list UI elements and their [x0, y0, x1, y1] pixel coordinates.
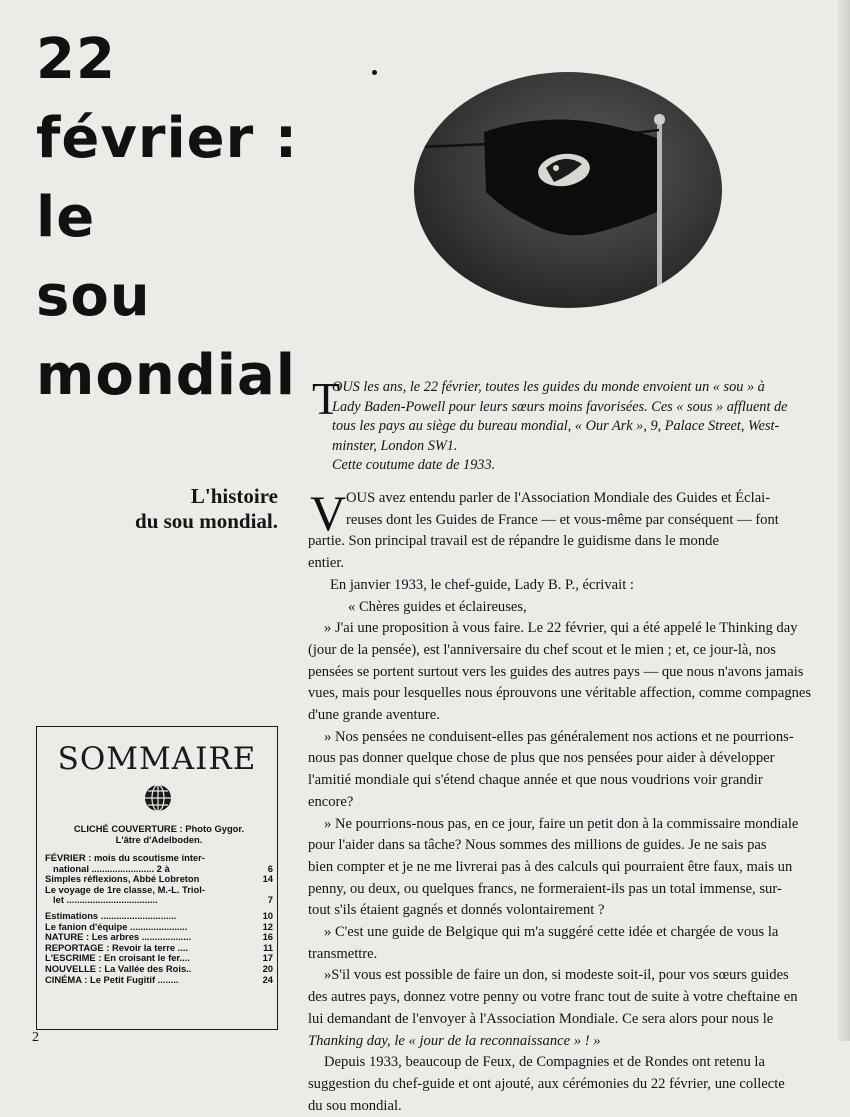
item-text: CINÉMA : Le Petit Fugitif ........ [45, 973, 179, 985]
cover-credit-line: L'âtre d'Adelboden. [115, 834, 203, 845]
body-line: « Chères guides et éclaireuses, [348, 598, 527, 615]
item-page: 7 [267, 894, 273, 906]
article-body [308, 485, 830, 1117]
page-number: 2 [32, 1030, 39, 1045]
body-line: tout s'ils étaient gagnés et donnés volontairement ? [308, 902, 605, 919]
body-line: bien compter et je ne me livrerai pas à des calculs qui pourraient être faux, mais un [308, 858, 793, 875]
item-text: Le voyage de 1re classe, M.-L. Triol- [45, 883, 205, 895]
body-line: des autres pays, donnez votre penny ou votre franc tout de suite à votre cheftaine en [308, 989, 798, 1006]
item-page: 12 [262, 920, 273, 932]
body-line: du sou mondial. [308, 1097, 402, 1114]
list-item [45, 853, 273, 864]
body-dropcap: V [310, 485, 347, 541]
body-line: Depuis 1933, beaucoup de Feux, de Compagnies et de Rondes ont retenu la [324, 1054, 765, 1071]
body-line: vues, mais pour lesquelles nous éprouvons une véritable affection, comme compagnes [308, 685, 812, 702]
flag-photo [414, 72, 722, 308]
item-page: 20 [262, 962, 273, 974]
body-line: OUS avez entendu parler de l'Association Mondiale des Guides et Éclai- [346, 490, 771, 506]
body-line: » Ne pourrions-nous pas, en ce jour, faire un petit don à la commissaire mondiale [324, 815, 799, 832]
item-text: national ........................ 2 à [53, 862, 170, 874]
item-text: NOUVELLE : La Vallée des Rois.. [45, 962, 192, 974]
item-page: 24 [262, 973, 273, 985]
sommaire-list [45, 823, 273, 985]
list-item [45, 895, 273, 906]
body-line: partie. Son principal travail est de répandre le guidisme dans le monde [308, 533, 719, 550]
cover-credit-line: CLICHÉ COUVERTURE : Photo Gygor. [73, 823, 245, 834]
item-text: FÉVRIER : mois du scoutisme inter- [45, 852, 205, 863]
title-line: mondial [36, 343, 296, 408]
body-line: »S'il vous est possible de faire un don, si modeste soit-il, pour vos sœurs guides [324, 967, 789, 984]
sommaire-title: SOMMAIRE [57, 741, 257, 777]
body-line: suggestion du chef-guide et ont ajouté, aux cérémonies du 22 février, une collecte [308, 1075, 785, 1092]
title-line: sou [36, 264, 151, 329]
body-line: lui demandant de l'envoyer à l'Association Mondiale. Ce sera alors pour nous le [308, 1010, 774, 1027]
body-line: (jour de la pensée), est l'anniversaire du chef scout et le mien ; et, ce jour-là, nos [308, 641, 776, 658]
intro-line: Cette coutume date de 1933. [332, 457, 496, 473]
item-page: 10 [262, 909, 273, 921]
intro-line: tous les pays au siège du bureau mondial, « Our Ark », 9, Palace Street, West- [332, 418, 780, 434]
item-text: L'ESCRIME : En croisant le fer.... [45, 952, 190, 964]
subtitle-line: du sou mondial. [135, 509, 278, 533]
item-page: 17 [262, 952, 273, 964]
body-line: reuses dont les Guides de France — et vous-même par conséquent — font [346, 511, 779, 528]
list-item [45, 975, 273, 986]
body-line: pour l'aider dans sa tâche? Nous sommes des millions de guides. Je ne sais pas [308, 837, 767, 854]
list-item [45, 964, 273, 975]
item-text: let ................................... [53, 894, 158, 906]
intro-dropcap: T [312, 373, 341, 424]
item-page: 16 [262, 931, 273, 943]
body-line: nous pas donner quelque chose de plus que nos pensées pour aider à développer [308, 750, 775, 767]
item-page: 14 [262, 873, 273, 885]
body-line: » J'ai une proposition à vous faire. Le 22 février, qui a été appelé le Thinking day [324, 620, 798, 637]
body-line: Thanking day, le « jour de la reconnaissance » ! » [308, 1032, 601, 1049]
intro-line: minster, London SW1. [332, 437, 458, 454]
title-line: février : [36, 106, 299, 171]
body-line: entier. [308, 555, 345, 572]
body-line: » Nos pensées ne conduisent-elles pas généralement nos actions et ne pourrions- [324, 728, 794, 745]
body-line: transmettre. [308, 945, 378, 962]
title-line: le [36, 185, 96, 250]
item-page: 6 [267, 862, 273, 874]
item-text: REPORTAGE : Revoir la terre .... [45, 941, 189, 953]
body-line: d'une grande aventure. [308, 707, 440, 724]
page-edge [838, 0, 850, 1041]
item-text: Estimations ............................. [45, 909, 177, 921]
ink-dot [372, 70, 377, 75]
item-text: NATURE : Les arbres ................... [45, 931, 192, 943]
article-title [36, 20, 306, 415]
item-text: Le fanion d'équipe ...................... [45, 920, 188, 932]
title-line: 22 [36, 27, 116, 92]
globe-icon [144, 784, 172, 812]
subtitle-line: L'histoire [190, 484, 278, 508]
body-line: l'amitié mondiale qui s'étend chaque année et que nous voudrions voir grandir [308, 772, 763, 789]
body-line: penny, ou deux, ou quelques francs, ne formeraient-ils pas un total immense, sur- [308, 880, 782, 897]
table-of-contents [36, 726, 278, 1030]
intro-line: Lady Baden-Powell pour leurs sœurs moins favorisées. Ces « sous » affluent de [332, 398, 788, 415]
article-subtitle [80, 484, 278, 534]
item-page [270, 853, 273, 864]
body-line: encore? [308, 793, 354, 810]
item-text: Simples réflexions, Abbé Lobreton [45, 873, 200, 885]
cover-credit [45, 823, 273, 845]
intro-line: OUS les ans, le 22 février, toutes les guides du monde envoient un « sou » à [332, 379, 765, 395]
body-line: pensées se portent surtout vers les guides des autres pays — que nous n'avons jamais [308, 663, 804, 680]
list-item [45, 911, 273, 922]
item-page: 11 [263, 941, 273, 953]
body-line: En janvier 1933, le chef-guide, Lady B. P., écrivait : [330, 576, 634, 593]
intro-paragraph [312, 373, 830, 476]
body-line: » C'est une guide de Belgique qui m'a suggéré cette idée et chargée de vous la [324, 924, 779, 941]
